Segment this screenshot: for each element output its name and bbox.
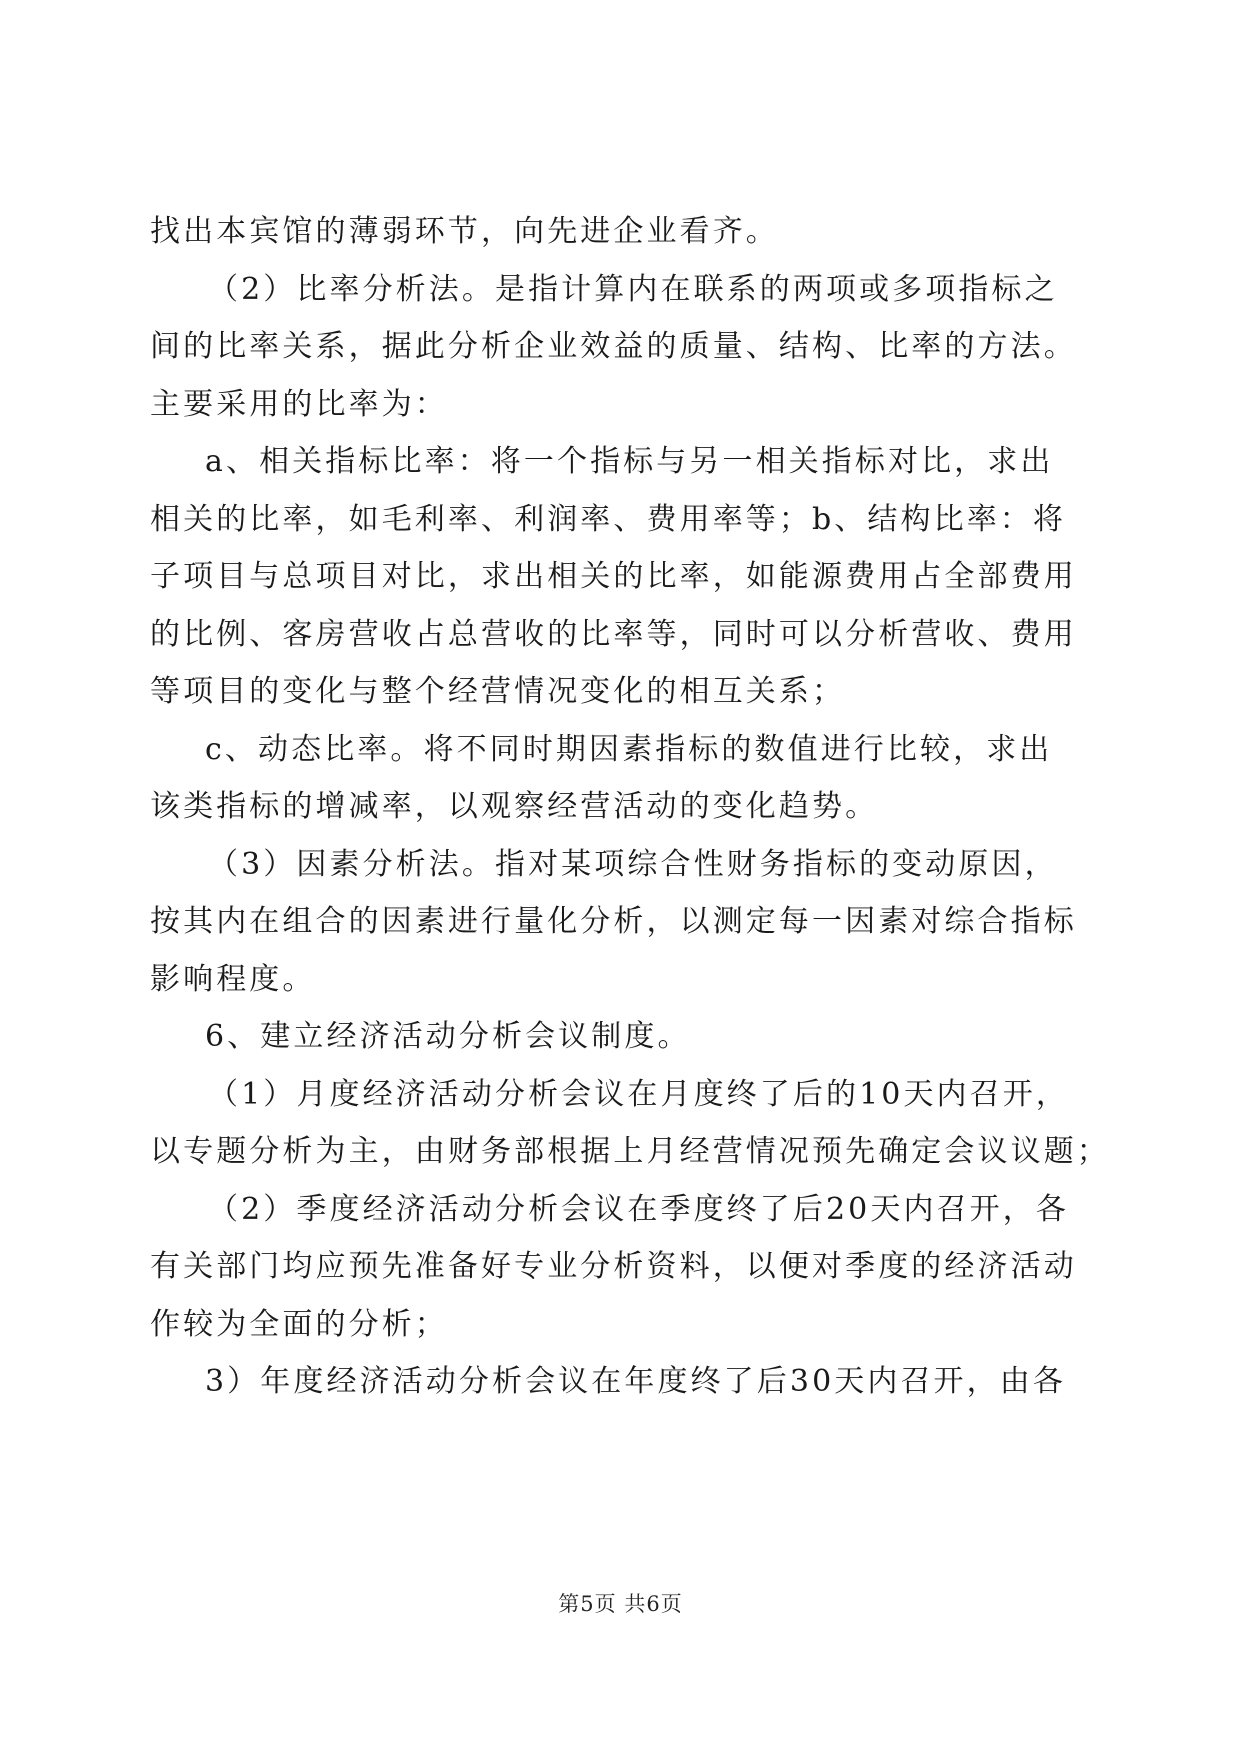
text-line: 间的比率关系，据此分析企业效益的质量、结构、比率的方法。 [150,329,1077,364]
text-line: 影响程度。 [150,962,316,997]
text-line: 3）年度经济活动分析会议在年度终了后30天内召开，由各 [205,1364,1066,1399]
text-line: 的比例、客房营收占总营收的比率等，同时可以分析营收、费用 [150,617,1077,652]
text-line: （2）季度经济活动分析会议在季度终了后20天内召开，各 [208,1192,1069,1227]
text-line: a、相关指标比率：将一个指标与另一相关指标对比，求出 [205,444,1054,479]
text-line: 按其内在组合的因素进行量化分析，以测定每一因素对综合指标 [150,904,1077,939]
text-line: （1）月度经济活动分析会议在月度终了后的10天内召开， [208,1077,1069,1112]
text-line: 子项目与总项目对比，求出相关的比率，如能源费用占全部费用 [150,559,1077,594]
page-number-footer: 第5页 共6页 [558,1592,683,1616]
text-line: 找出本宾馆的薄弱环节，向先进企业看齐。 [150,214,779,249]
text-line: c、动态比率。将不同时期因素指标的数值进行比较，求出 [205,732,1053,767]
text-line: 等项目的变化与整个经营情况变化的相互关系； [150,674,846,709]
text-line: （3）因素分析法。指对某项综合性财务指标的变动原因， [208,847,1058,882]
text-line: 该类指标的增减率，以观察经营活动的变化趋势。 [150,789,879,824]
text-line: 6、建立经济活动分析会议制度。 [205,1019,691,1054]
text-line: （2）比率分析法。是指计算内在联系的两项或多项指标之 [208,272,1058,307]
text-line: 作较为全面的分析； [150,1307,448,1342]
text-line: 有关部门均应预先准备好专业分析资料，以便对季度的经济活动 [150,1249,1077,1284]
text-line: 相关的比率，如毛利率、利润率、费用率等；b、结构比率：将 [150,502,1067,537]
text-line: 主要采用的比率为： [150,387,448,422]
text-line: 以专题分析为主，由财务部根据上月经营情况预先确定会议议题； [150,1134,1110,1169]
